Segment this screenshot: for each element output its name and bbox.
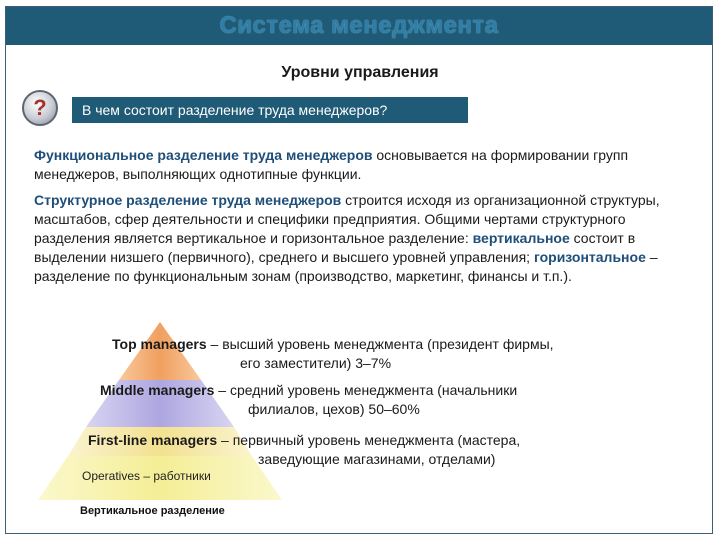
question-mark-icon: ?	[22, 90, 58, 126]
level-first-line-name: First-line managers	[88, 432, 218, 448]
level-middle	[100, 381, 517, 400]
header-bar	[6, 7, 712, 45]
term-horizontal: горизонтальное	[533, 249, 646, 265]
paragraph-structural	[34, 191, 694, 286]
term-structural: Структурное разделение труда менеджеров	[34, 192, 342, 208]
level-first-line-desc-line2: заведующие магазинами, отделами)	[258, 451, 496, 467]
slide-title: Система менеджмента	[219, 12, 499, 39]
level-operatives: Operatives – работники	[82, 469, 211, 483]
level-first-line	[88, 431, 520, 450]
level-top	[112, 335, 554, 354]
level-middle-name: Middle managers	[100, 382, 215, 398]
question-text: В чем состоит разделение труда менеджеров?	[82, 102, 388, 118]
paragraph-structural-text-2: состоит в выделении низшего (первичного), среднего и высшего уровней управления;	[34, 230, 636, 265]
term-functional: Функциональное разделение труда менеджеров	[34, 147, 373, 163]
pyramid-caption: Вертикальное разделение	[80, 505, 225, 517]
paragraph-functional	[34, 146, 694, 184]
section-subtitle: Уровни управления	[281, 64, 439, 81]
level-middle-desc-line2: филиалов, цехов) 50–60%	[248, 401, 420, 417]
level-top-name: Top managers	[112, 336, 207, 352]
level-top-desc-line2: его заместители) 3–7%	[240, 355, 392, 371]
paragraph-functional-text: основывается на формировании групп менеджеров, выполняющих однотипные функции.	[34, 147, 629, 182]
level-middle-desc: – средний уровень менеджмента (начальники	[214, 382, 518, 398]
paragraph-structural-text-3: – разделение по функциональным зонам (производство, маркетинг, финансы и т.п.).	[34, 249, 658, 284]
question-banner	[72, 97, 468, 123]
level-top-desc: – высший уровень менеджмента (президент фирмы,	[206, 336, 554, 352]
term-vertical: вертикальное	[472, 230, 570, 246]
paragraph-structural-text-1: строится исходя из организационной структуры, масштабов, сфер деятельности и специфики предприятия. Общими чертами структурного разделения является вертикальное и горизонтальное разделение:	[34, 192, 660, 246]
level-first-line-desc: – первичный уровень менеджмента (мастера,	[217, 432, 521, 448]
